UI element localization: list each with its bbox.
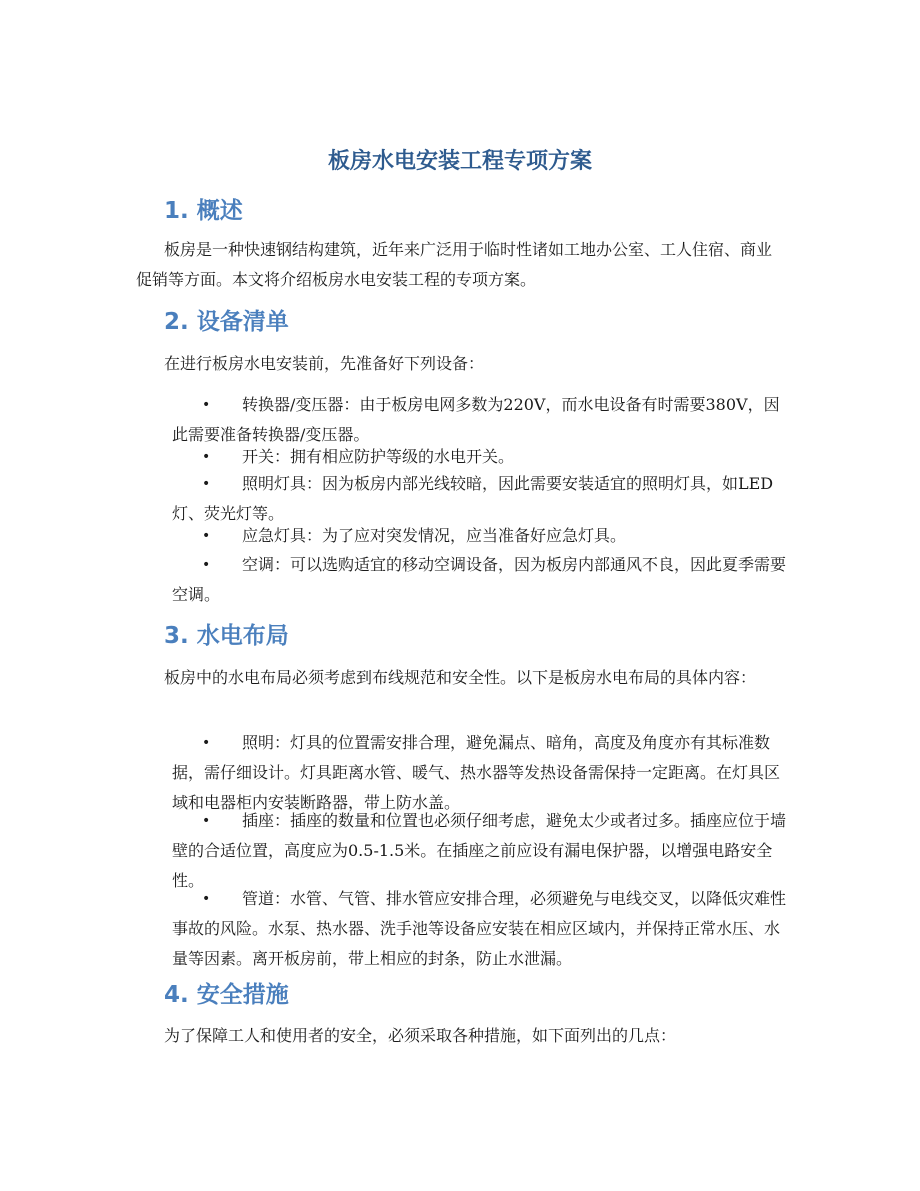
section-paragraph-safety: 为了保障工人和使用者的安全，必须采取各种措施，如下面列出的几点： [164,1026,677,1045]
section-heading-safety: 4. 安全措施 [164,982,289,1008]
bullet-icon: • [202,528,211,544]
bullet-icon: • [202,397,211,413]
list-item [172,390,786,450]
list-item-text: 管道：水管、气管、排水管应安排合理，必须避免与电线交叉，以降低灾难性事故的风险。水泵、热水器、洗手池等设备应安装在相应区域内，并保持正常水压、水量等因素。离开板房前，带上相应的封条，防止水泄漏。 [172,889,787,968]
list-item-text: 转换器/变压器：由于板房电网多数为220V，而水电设备有时需要380V，因此需要准备转换器/变压器。 [172,395,780,444]
list-item-text: 开关：拥有相应防护等级的水电开关。 [242,447,515,466]
list-item [172,521,786,551]
list-item [172,550,786,610]
list-item-text: 空调：可以选购适宜的移动空调设备，因为板房内部通风不良，因此夏季需要空调。 [172,555,787,604]
bullet-icon: • [202,557,211,573]
list-item-text: 应急灯具：为了应对突发情况，应当准备好应急灯具。 [242,526,627,545]
section-heading-equipment: 2. 设备清单 [164,309,289,335]
bullet-icon: • [202,476,211,492]
list-item [172,806,786,896]
section-paragraph-overview: 板房是一种快速钢结构建筑，近年来广泛用于临时性诸如工地办公室、工人住宿、商业促销等方面。本文将介绍板房水电安装工程的专项方案。 [136,240,773,289]
bullet-icon: • [202,735,211,751]
section-paragraph-layout: 板房中的水电布局必须考虑到布线规范和安全性。以下是板房水电布局的具体内容： [164,668,757,687]
section-paragraph-equipment: 在进行板房水电安装前，先准备好下列设备： [164,354,485,373]
list-item [172,728,786,818]
list-item [172,884,786,974]
bullet-icon: • [202,449,211,465]
bullet-icon: • [202,891,211,907]
list-item [172,469,786,529]
list-item-text: 照明：灯具的位置需安排合理，避免漏点、暗角，高度及角度亦有其标准数据，需仔细设计。灯具距离水管、暖气、热水器等发热设备需保持一定距离。在灯具区域和电器柜内安装断路器，带上防水盖。 [172,733,781,812]
list-item [172,442,786,472]
bullet-icon: • [202,813,211,829]
section-heading-overview: 1. 概述 [164,198,243,224]
section-heading-layout: 3. 水电布局 [164,623,289,649]
list-item-text: 插座：插座的数量和位置也必须仔细考虑，避免太少或者过多。插座应位于墙壁的合适位置，高度应为0.5-1.5米。在插座之前应设有漏电保护器，以增强电路安全性。 [172,811,787,890]
page-title: 板房水电安装工程专项方案 [327,148,592,174]
list-item-text: 照明灯具：因为板房内部光线较暗，因此需要安装适宜的照明灯具，如LED灯、荧光灯等。 [172,474,774,523]
